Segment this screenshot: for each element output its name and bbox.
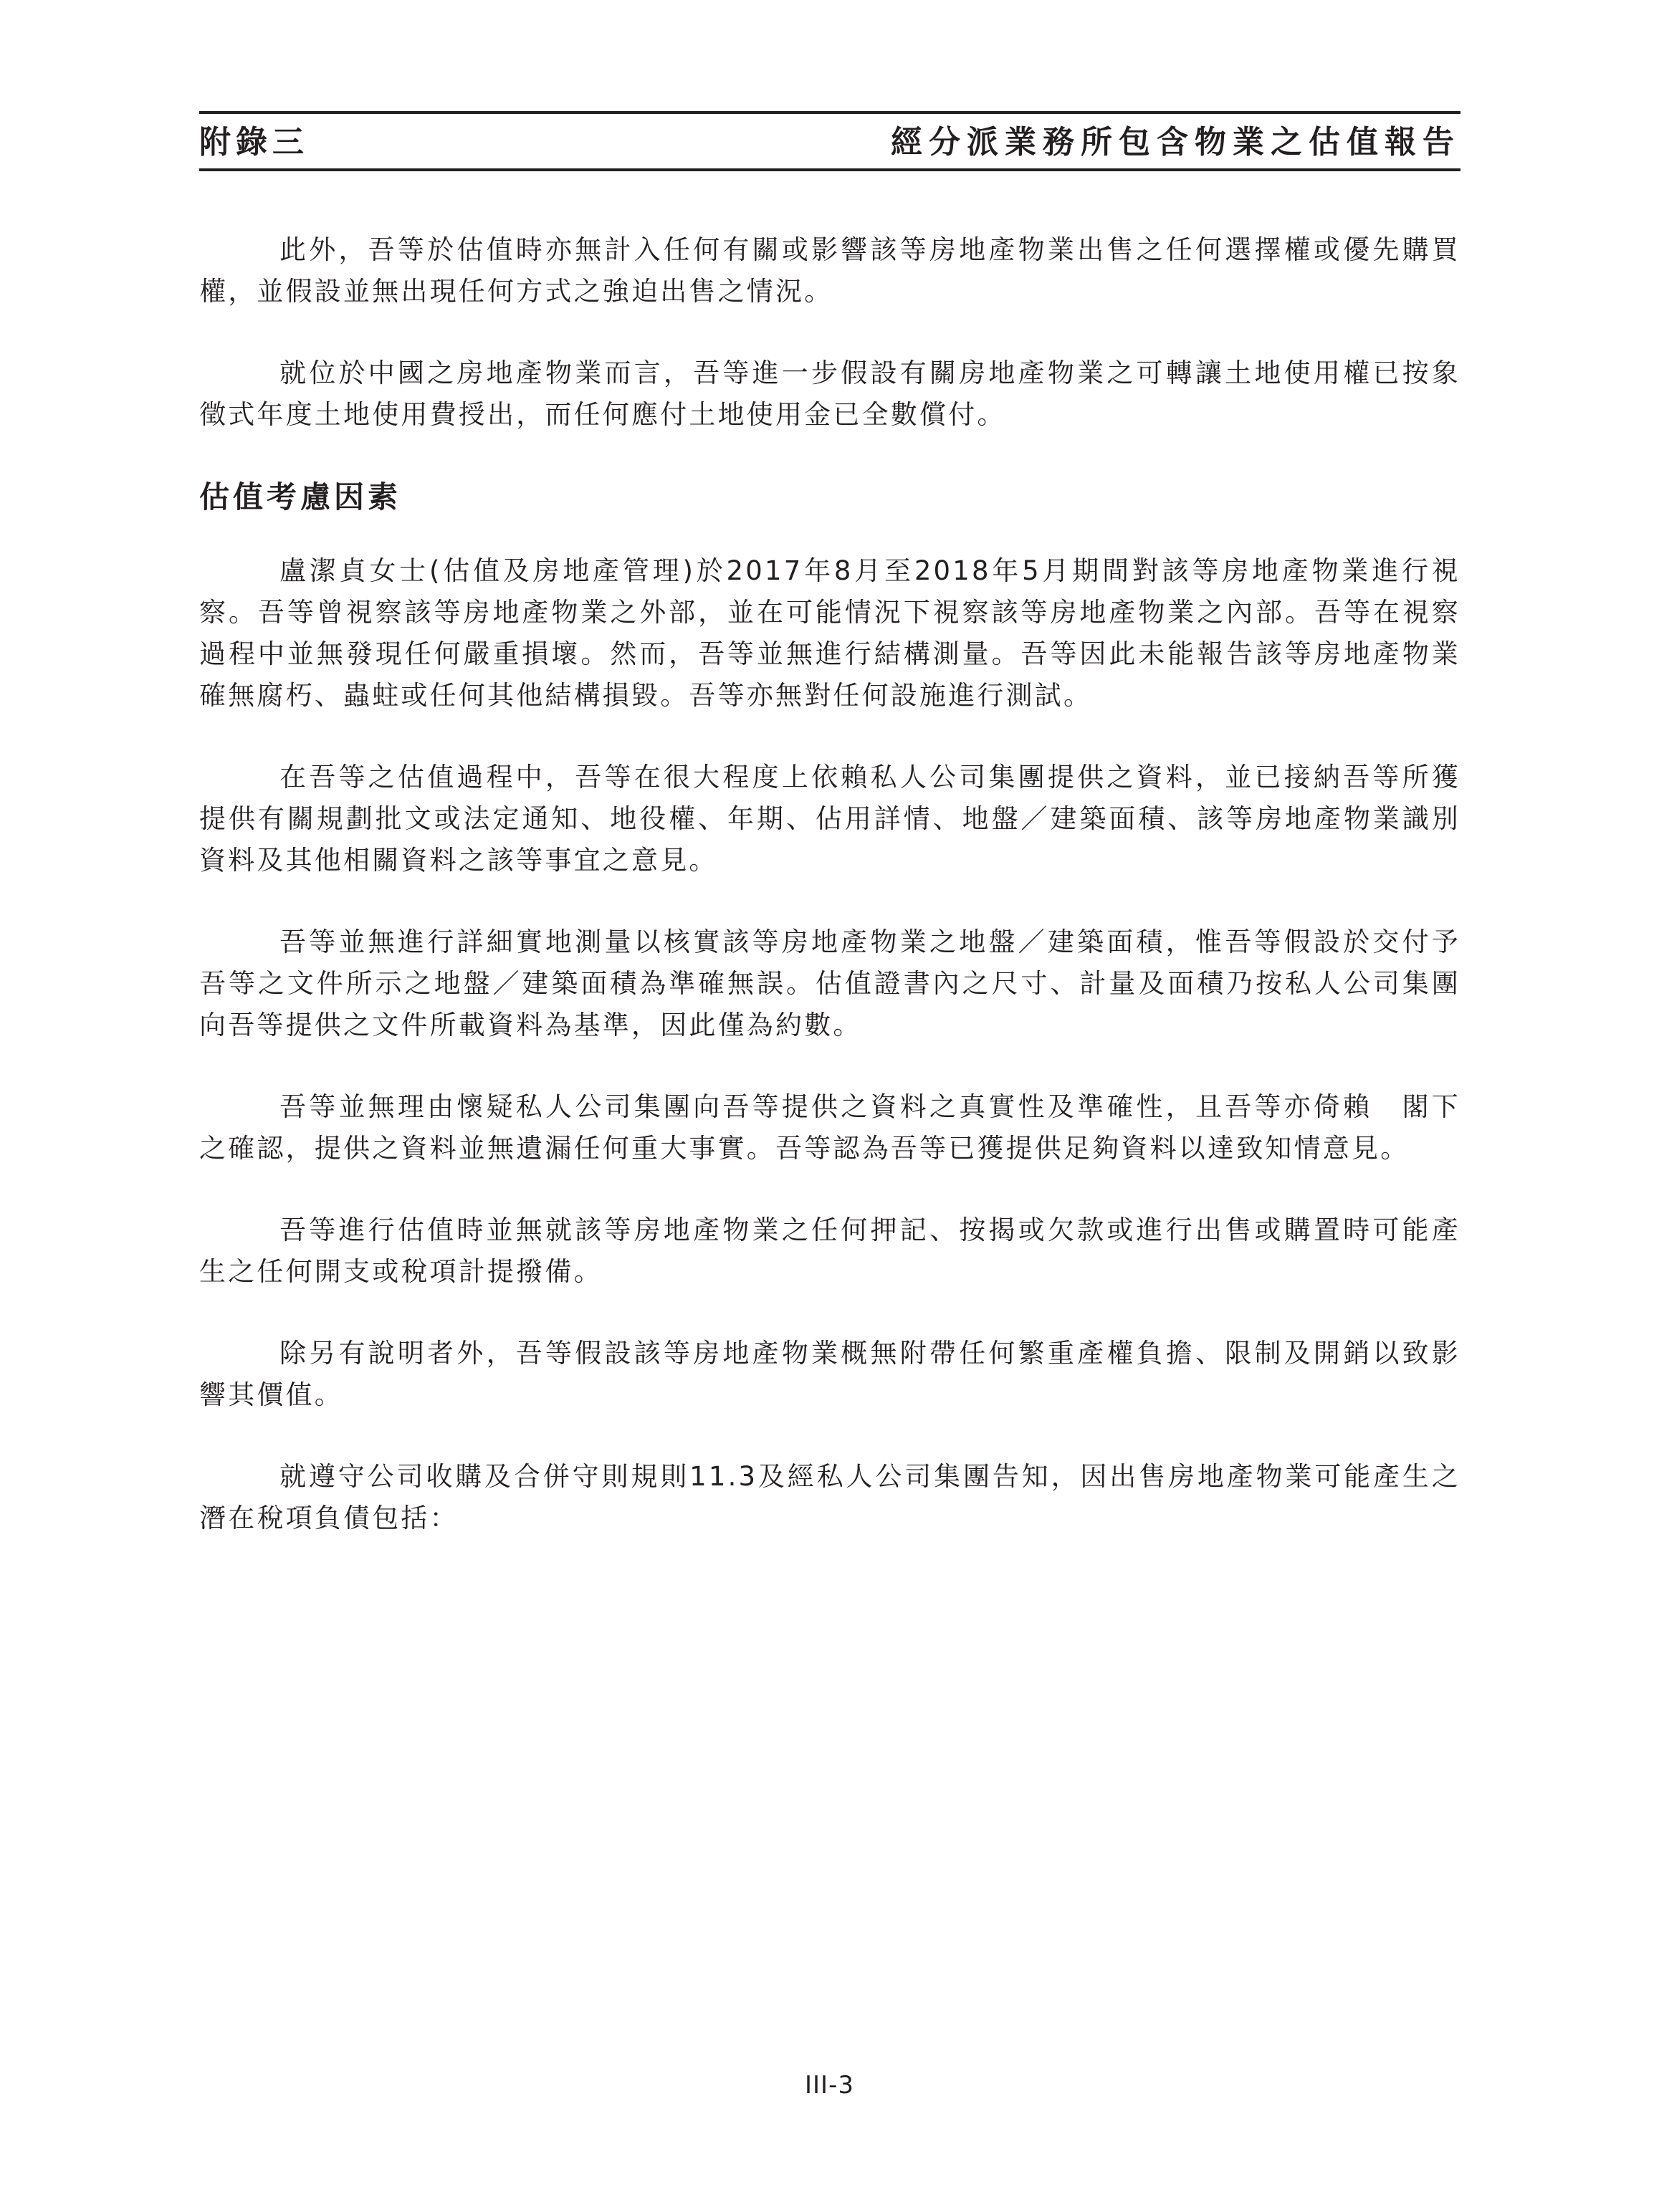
paragraph-land-use-rights: 就位於中國之房地產物業而言，吾等進一步假設有關房地產物業之可轉讓土地使用權已按象徵式年度土地使用費授出，而任何應付土地使用金已全數償付。 xyxy=(199,358,1460,430)
paragraph-reliance-on-information: 在吾等之估值過程中，吾等在很大程度上依賴私人公司集團提供之資料，並已接納吾等所獲提供有關規劃批文或法定通知、地役權、年期、佔用詳情、地盤／建築面積、該等房地產物業識別資料及其他相關資料之該等事宜之意見。 xyxy=(199,762,1460,876)
report-title: 經分派業務所包含物業之估值報告 xyxy=(891,124,1460,161)
paragraph-site-inspection: 盧潔貞女士(估值及房地產管理)於2017年8月至2018年5月期間對該等房地產物業進行視察。吾等曾視察該等房地產物業之外部，並在可能情況下視察該等房地產物業之內部。吾等在視察過程中並無發現任何嚴重損壞。然而，吾等並無進行結構測量。吾等因此未能報告該等房地產物業確無腐朽、蟲蛀或任何其他結構損毀。吾等亦無對任何設施進行測試。 xyxy=(199,555,1460,711)
page-number: III-3 xyxy=(805,2071,854,2100)
paragraph-charges-and-expenses: 吾等進行估值時並無就該等房地產物業之任何押記、按揭或欠款或進行出售或購置時可能產生之任何開支或稅項計提撥備。 xyxy=(199,1215,1460,1287)
paragraph-tax-liabilities: 就遵守公司收購及合併守則規則11.3及經私人公司集團告知，因出售房地產物業可能產生之潛在稅項負債包括： xyxy=(199,1461,1460,1533)
paragraph-encumbrances: 除另有說明者外，吾等假設該等房地產物業概無附帶任何繁重產權負擔、限制及開銷以致影響其價值。 xyxy=(199,1338,1460,1410)
appendix-label: 附錄三 xyxy=(199,124,309,161)
paragraph-site-measurement: 吾等並無進行詳細實地測量以核實該等房地產物業之地盤／建築面積，惟吾等假設於交付予吾等之文件所示之地盤／建築面積為準確無誤。估值證書內之尺寸、計量及面積乃按私人公司集團向吾等提供之文件所載資料為基準，因此僅為約數。 xyxy=(199,927,1460,1040)
page-header xyxy=(199,111,1460,171)
section-heading-valuation-considerations: 估值考慮因素 xyxy=(199,479,402,514)
paragraph-options-rights: 此外，吾等於估值時亦無計入任何有關或影響該等房地產物業出售之任何選擇權或優先購買權，並假設並無出現任何方式之強迫出售之情況。 xyxy=(199,234,1460,307)
paragraph-accuracy-of-information: 吾等並無理由懷疑私人公司集團向吾等提供之資料之真實性及準確性，且吾等亦倚賴 閣下之確認，提供之資料並無遺漏任何重大事實。吾等認為吾等已獲提供足夠資料以達致知情意見。 xyxy=(199,1091,1460,1164)
document-body xyxy=(199,229,1460,1579)
